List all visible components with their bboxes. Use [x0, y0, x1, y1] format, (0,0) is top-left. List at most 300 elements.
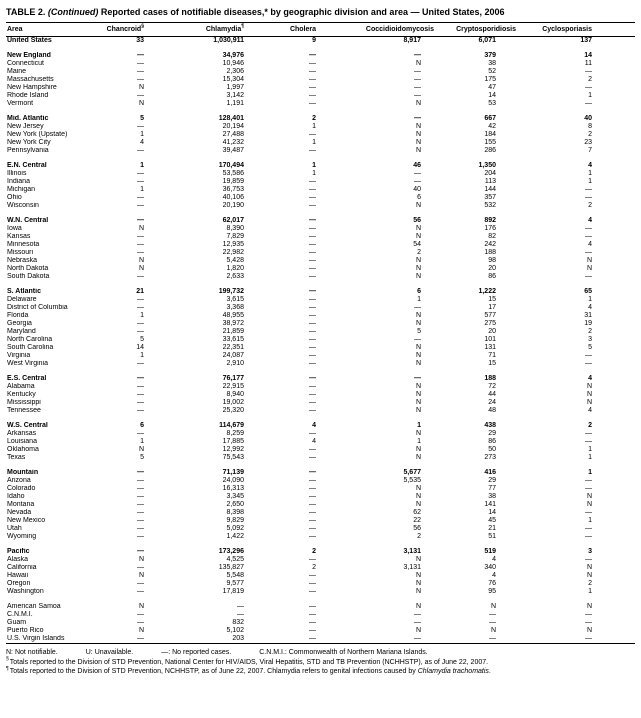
value-cell: —: [414, 336, 421, 343]
value-cell: 17,819: [222, 588, 244, 595]
table-row: [6, 588, 635, 596]
value-cell: 3,142: [226, 92, 244, 99]
filler-cell: [594, 485, 635, 493]
value-cell: —: [137, 548, 144, 555]
value-cell: 36,753: [222, 186, 244, 193]
filler-cell: [594, 509, 635, 517]
value-cell: —: [585, 225, 592, 232]
area-cell: New York (Upstate): [7, 131, 68, 138]
value-cell: N: [586, 257, 592, 264]
value-cell: 2,633: [226, 273, 244, 280]
table-row: [6, 485, 635, 493]
value-cell: —: [309, 533, 316, 540]
area-cell: New England: [7, 52, 51, 59]
value-cell: —: [137, 383, 144, 390]
area-cell: South Dakota: [7, 273, 50, 280]
header-footnote-marker: §: [141, 23, 144, 30]
value-cell: —: [309, 383, 316, 390]
value-cell: —: [309, 320, 316, 327]
value-cell: —: [137, 123, 144, 130]
filler-cell: [594, 37, 635, 46]
value-cell: —: [137, 68, 144, 75]
value-cell: —: [309, 202, 316, 209]
value-cell: —: [489, 635, 496, 642]
value-cell: 5: [417, 328, 421, 335]
value-cell: 82: [488, 233, 496, 240]
value-cell: 2: [312, 564, 316, 571]
value-cell: —: [309, 517, 316, 524]
area-cell: Massachusetts: [7, 76, 54, 83]
value-cell: —: [585, 485, 592, 492]
value-cell: 155: [484, 139, 496, 146]
area-cell: Missouri: [7, 249, 34, 256]
value-cell: 77: [488, 485, 496, 492]
value-cell: 8,398: [226, 509, 244, 516]
value-cell: —: [309, 249, 316, 256]
area-cell: C.N.M.I.: [7, 611, 33, 618]
table-row: [6, 501, 635, 509]
value-cell: 4: [588, 375, 592, 382]
value-cell: 11: [584, 60, 592, 67]
value-cell: 1: [417, 438, 421, 445]
value-cell: —: [137, 52, 144, 59]
column-header-filler: [594, 23, 635, 37]
filler-cell: [594, 115, 635, 123]
row-spacer: [6, 155, 635, 162]
filler-cell: [594, 52, 635, 60]
value-cell: N: [415, 399, 421, 406]
table-row: [6, 147, 635, 155]
value-cell: 131: [484, 344, 496, 351]
table-row: [6, 225, 635, 233]
filler-cell: [594, 170, 635, 178]
value-cell: N: [415, 493, 421, 500]
value-cell: —: [585, 611, 592, 618]
value-cell: 22,351: [222, 344, 244, 351]
table-row: [6, 241, 635, 249]
area-cell: Michigan: [7, 186, 36, 193]
value-cell: —: [137, 533, 144, 540]
table-row: [6, 383, 635, 391]
value-cell: —: [309, 391, 316, 398]
value-cell: 45: [488, 517, 496, 524]
filler-cell: [594, 336, 635, 344]
value-cell: 188: [484, 249, 496, 256]
table-row: [6, 60, 635, 68]
value-cell: —: [137, 407, 144, 414]
value-cell: 273: [484, 454, 496, 461]
value-cell: —: [309, 147, 316, 154]
value-cell: —: [309, 233, 316, 240]
value-cell: 38: [488, 60, 496, 67]
filler-cell: [594, 627, 635, 635]
filler-cell: [594, 257, 635, 265]
value-cell: 65: [584, 288, 592, 295]
value-cell: 46: [413, 162, 421, 169]
value-cell: 1,030,911: [213, 37, 244, 44]
value-cell: 275: [484, 320, 496, 327]
value-cell: —: [137, 564, 144, 571]
table-row: [6, 131, 635, 139]
value-cell: 5,677: [403, 469, 421, 476]
value-cell: 10,946: [222, 60, 244, 67]
value-cell: —: [585, 635, 592, 642]
area-cell: Indiana: [7, 178, 30, 185]
value-cell: —: [585, 194, 592, 201]
table-row: [6, 430, 635, 438]
value-cell: 20,190: [222, 202, 244, 209]
table-row: [6, 603, 635, 611]
value-cell: N: [586, 603, 592, 610]
table-row: [6, 170, 635, 178]
table-row: [6, 52, 635, 60]
filler-cell: [594, 493, 635, 501]
value-cell: 6: [140, 422, 144, 429]
value-cell: —: [309, 194, 316, 201]
value-cell: —: [309, 525, 316, 532]
table-row: [6, 296, 635, 304]
value-cell: —: [309, 493, 316, 500]
table-body: [6, 37, 635, 644]
value-cell: —: [414, 178, 421, 185]
value-cell: 1: [588, 469, 592, 476]
value-cell: 1: [588, 588, 592, 595]
value-cell: 42: [488, 123, 496, 130]
area-cell: North Carolina: [7, 336, 53, 343]
value-cell: N: [138, 265, 144, 272]
area-cell: Hawaii: [7, 572, 29, 579]
table-row: [6, 233, 635, 241]
value-cell: 40,106: [222, 194, 244, 201]
value-cell: 5,548: [226, 572, 244, 579]
value-cell: 184: [484, 131, 496, 138]
table-row: [6, 288, 635, 296]
table-row: [6, 580, 635, 588]
value-cell: —: [414, 635, 421, 642]
value-cell: —: [309, 265, 316, 272]
filler-cell: [594, 399, 635, 407]
value-cell: 15: [488, 296, 496, 303]
area-cell: Rhode Island: [7, 92, 49, 99]
value-cell: —: [137, 580, 144, 587]
table-row: [6, 139, 635, 147]
value-cell: 1: [140, 352, 144, 359]
value-cell: 2: [417, 249, 421, 256]
value-cell: N: [415, 60, 421, 67]
value-cell: N: [415, 556, 421, 563]
value-cell: —: [489, 619, 496, 626]
value-cell: 286: [484, 147, 496, 154]
value-cell: 101: [484, 336, 496, 343]
value-cell: 44: [488, 391, 496, 398]
value-cell: —: [309, 572, 316, 579]
value-cell: 3,131: [403, 564, 421, 571]
value-cell: 9,829: [226, 517, 244, 524]
area-cell: West Virginia: [7, 360, 48, 367]
filler-cell: [594, 611, 635, 619]
value-cell: —: [489, 611, 496, 618]
area-cell: Texas: [7, 454, 26, 461]
value-cell: 667: [484, 115, 496, 122]
value-cell: 62: [413, 509, 421, 516]
value-cell: N: [415, 572, 421, 579]
value-cell: 5: [140, 336, 144, 343]
area-cell: Arizona: [7, 477, 31, 484]
table-row: [6, 273, 635, 281]
value-cell: 4: [312, 438, 316, 445]
value-cell: 242: [484, 241, 496, 248]
value-cell: —: [137, 509, 144, 516]
value-cell: 170,494: [218, 162, 244, 169]
value-cell: 3,131: [403, 548, 421, 555]
area-cell: Wyoming: [7, 533, 37, 540]
value-cell: —: [309, 580, 316, 587]
filler-cell: [594, 233, 635, 241]
area-cell: District of Columbia: [7, 304, 68, 311]
value-cell: N: [415, 588, 421, 595]
table-row: [6, 186, 635, 194]
value-cell: 48,955: [222, 312, 244, 319]
area-cell: Arkansas: [7, 430, 37, 437]
value-cell: 188: [484, 375, 496, 382]
filler-cell: [594, 517, 635, 525]
table-row: [6, 312, 635, 320]
footnote-chancroid: [6, 658, 635, 668]
value-cell: 5,535: [403, 477, 421, 484]
value-cell: —: [309, 360, 316, 367]
value-cell: —: [414, 304, 421, 311]
value-cell: —: [414, 52, 421, 59]
value-cell: —: [309, 273, 316, 280]
value-cell: —: [137, 147, 144, 154]
column-header-cryptosporidiosis: Cryptosporidiosis: [436, 23, 518, 37]
filler-cell: [594, 304, 635, 312]
value-cell: N: [415, 501, 421, 508]
filler-cell: [594, 572, 635, 580]
footnote-chlamydia-species: Chlamydia trachomatis: [417, 668, 489, 675]
value-cell: —: [137, 635, 144, 642]
area-cell: Maine: [7, 68, 27, 75]
table-row: [6, 123, 635, 131]
table-row: [6, 194, 635, 202]
area-cell: E.N. Central: [7, 162, 47, 169]
filler-cell: [594, 375, 635, 383]
value-cell: 38: [488, 493, 496, 500]
value-cell: —: [585, 233, 592, 240]
value-cell: —: [137, 611, 144, 618]
value-cell: 86: [488, 273, 496, 280]
value-cell: 2: [588, 580, 592, 587]
table-row: [6, 572, 635, 580]
value-cell: N: [415, 360, 421, 367]
footnote-chlamydia-after: .: [488, 668, 491, 675]
value-cell: N: [138, 225, 144, 232]
value-cell: 25,320: [222, 407, 244, 414]
value-cell: 2: [312, 548, 316, 555]
value-cell: 21: [136, 288, 144, 295]
area-cell: Pacific: [7, 548, 30, 555]
value-cell: —: [585, 533, 592, 540]
legend-item-dash: —: No reported cases.: [161, 649, 232, 656]
value-cell: —: [137, 430, 144, 437]
value-cell: —: [414, 170, 421, 177]
area-cell: Guam: [7, 619, 27, 626]
value-cell: —: [414, 68, 421, 75]
filler-cell: [594, 352, 635, 360]
value-cell: N: [415, 454, 421, 461]
value-cell: N: [586, 501, 592, 508]
area-cell: Mountain: [7, 469, 39, 476]
value-cell: 72: [488, 383, 496, 390]
value-cell: N: [586, 572, 592, 579]
value-cell: 39,487: [222, 147, 244, 154]
value-cell: —: [585, 360, 592, 367]
area-cell: Mississippi: [7, 399, 41, 406]
value-cell: 95: [488, 588, 496, 595]
value-cell: 4,525: [226, 556, 244, 563]
value-cell: 2,910: [226, 360, 244, 367]
value-cell: N: [415, 202, 421, 209]
value-cell: 17,885: [222, 438, 244, 445]
value-cell: 113: [484, 178, 496, 185]
table-row: [6, 469, 635, 477]
value-cell: —: [309, 76, 316, 83]
table-number: TABLE 2.: [6, 7, 46, 17]
value-cell: 14: [488, 92, 496, 99]
value-cell: 135,827: [218, 564, 244, 571]
value-cell: 4: [492, 572, 496, 579]
filler-cell: [594, 296, 635, 304]
area-cell: Florida: [7, 312, 29, 319]
value-cell: 40: [584, 115, 592, 122]
value-cell: 21,859: [222, 328, 244, 335]
area-cell: New Hampshire: [7, 84, 57, 91]
value-cell: 6: [417, 288, 421, 295]
filler-cell: [594, 360, 635, 368]
area-cell: W.N. Central: [7, 217, 49, 224]
value-cell: N: [415, 131, 421, 138]
area-cell: Pennsylvania: [7, 147, 49, 154]
row-spacer: [6, 281, 635, 288]
area-cell: Colorado: [7, 485, 36, 492]
column-header-area: Area: [6, 23, 98, 37]
value-cell: 1,222: [478, 288, 496, 295]
value-cell: —: [309, 635, 316, 642]
filler-cell: [594, 139, 635, 147]
value-cell: —: [137, 469, 144, 476]
value-cell: 47: [488, 84, 496, 91]
filler-cell: [594, 446, 635, 454]
value-cell: N: [415, 257, 421, 264]
value-cell: —: [309, 588, 316, 595]
filler-cell: [594, 619, 635, 627]
value-cell: N: [415, 312, 421, 319]
value-cell: 8,259: [226, 430, 244, 437]
area-cell: Georgia: [7, 320, 32, 327]
value-cell: 1: [312, 123, 316, 130]
value-cell: —: [309, 257, 316, 264]
value-cell: N: [415, 320, 421, 327]
area-cell: New Mexico: [7, 517, 46, 524]
value-cell: N: [415, 580, 421, 587]
value-cell: 1: [588, 170, 592, 177]
value-cell: —: [309, 296, 316, 303]
value-cell: 175: [484, 76, 496, 83]
value-cell: —: [309, 407, 316, 414]
filler-cell: [594, 249, 635, 257]
value-cell: 33: [136, 37, 144, 44]
row-spacer: [6, 596, 635, 603]
value-cell: —: [309, 352, 316, 359]
table-row: [6, 533, 635, 541]
value-cell: N: [586, 399, 592, 406]
value-cell: 53,586: [222, 170, 244, 177]
table-row: [6, 611, 635, 619]
value-cell: N: [415, 627, 421, 634]
value-cell: 1: [588, 454, 592, 461]
filler-cell: [594, 265, 635, 273]
value-cell: 20,194: [222, 123, 244, 130]
value-cell: 2,306: [226, 68, 244, 75]
value-cell: —: [585, 100, 592, 107]
area-cell: Minnesota: [7, 241, 40, 248]
value-cell: —: [309, 446, 316, 453]
area-cell: Oregon: [7, 580, 31, 587]
value-cell: —: [309, 186, 316, 193]
value-cell: 1,350: [478, 162, 496, 169]
value-cell: —: [309, 68, 316, 75]
value-cell: 1: [588, 517, 592, 524]
area-cell: Washington: [7, 588, 44, 595]
value-cell: 31: [584, 312, 592, 319]
value-cell: 4: [312, 422, 316, 429]
value-cell: 1,191: [226, 100, 244, 107]
value-cell: N: [415, 407, 421, 414]
value-cell: 4: [140, 139, 144, 146]
value-cell: 2,650: [226, 501, 244, 508]
value-cell: —: [414, 619, 421, 626]
area-cell: North Dakota: [7, 265, 49, 272]
value-cell: 2: [588, 328, 592, 335]
filler-cell: [594, 564, 635, 572]
value-cell: 114,679: [219, 422, 244, 429]
value-cell: —: [414, 92, 421, 99]
table-row: [6, 438, 635, 446]
filler-cell: [594, 454, 635, 462]
title-text: Reported cases of notifiable diseases,* by geographic division and area — United States, 2006: [100, 7, 505, 17]
value-cell: 204: [484, 170, 496, 177]
value-cell: —: [309, 92, 316, 99]
value-cell: —: [585, 84, 592, 91]
filler-cell: [594, 312, 635, 320]
value-cell: —: [137, 76, 144, 83]
area-cell: Ohio: [7, 194, 22, 201]
value-cell: —: [309, 100, 316, 107]
value-cell: N: [415, 485, 421, 492]
value-cell: N: [490, 603, 496, 610]
filler-cell: [594, 217, 635, 225]
filler-cell: [594, 525, 635, 533]
area-cell: U.S. Virgin Islands: [7, 635, 65, 642]
table-row: [6, 517, 635, 525]
value-cell: 34,976: [222, 52, 244, 59]
column-header-coccidioidomycosis: Coccidioidomycosis: [318, 23, 436, 37]
value-cell: —: [309, 469, 316, 476]
value-cell: —: [309, 477, 316, 484]
row-spacer: [6, 108, 635, 115]
value-cell: —: [585, 249, 592, 256]
value-cell: —: [585, 68, 592, 75]
